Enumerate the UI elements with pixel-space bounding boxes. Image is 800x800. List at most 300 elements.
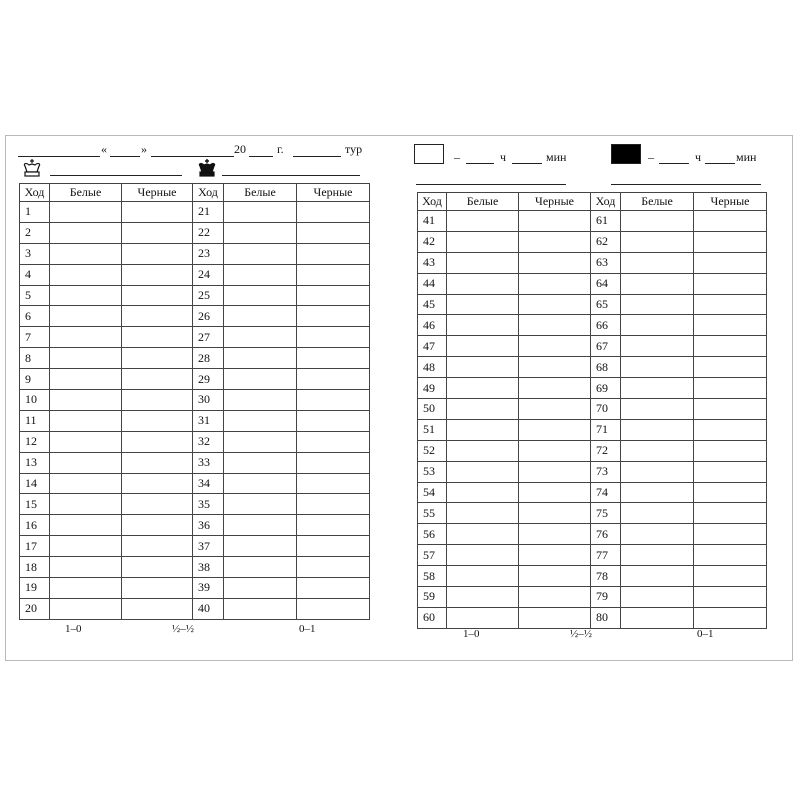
white-move-cell[interactable] <box>50 431 122 452</box>
move-number: 42 <box>418 231 447 252</box>
move-number: 26 <box>193 306 224 327</box>
black-move-cell[interactable] <box>122 306 193 327</box>
black-move-cell[interactable] <box>297 243 370 264</box>
black-move-cell[interactable] <box>694 399 767 420</box>
move-number: 32 <box>193 431 224 452</box>
black-move-cell[interactable] <box>519 273 591 294</box>
black-move-cell[interactable] <box>297 348 370 369</box>
white-move-cell[interactable] <box>621 545 694 566</box>
move-number: 48 <box>418 357 447 378</box>
move-number: 53 <box>418 461 447 482</box>
date-day-line[interactable] <box>18 156 100 157</box>
move-number: 7 <box>20 327 50 348</box>
white-move-cell[interactable] <box>447 294 519 315</box>
black-move-cell[interactable] <box>122 327 193 348</box>
result-black-win[interactable]: 0–1 <box>697 628 714 640</box>
move-row <box>418 273 767 294</box>
black-move-cell[interactable] <box>297 473 370 494</box>
black-move-cell[interactable] <box>297 264 370 285</box>
white-move-cell[interactable] <box>447 273 519 294</box>
white-move-cell[interactable] <box>621 399 694 420</box>
white-move-cell[interactable] <box>50 306 122 327</box>
move-row <box>418 211 767 232</box>
move-row <box>20 222 370 243</box>
black-move-cell[interactable] <box>122 578 193 599</box>
move-row <box>418 545 767 566</box>
white-move-cell[interactable] <box>447 378 519 399</box>
white-header: Белые <box>447 193 519 211</box>
move-number: 24 <box>193 264 224 285</box>
white-minutes-label: мин <box>546 150 567 164</box>
white-clock-box <box>414 144 444 164</box>
black-move-cell[interactable] <box>519 252 591 273</box>
move-row <box>418 461 767 482</box>
white-hours-line[interactable] <box>466 163 494 164</box>
black-move-cell[interactable] <box>122 285 193 306</box>
black-move-cell[interactable] <box>297 598 370 619</box>
move-number: 29 <box>193 369 224 390</box>
white-move-cell[interactable] <box>447 399 519 420</box>
white-move-cell[interactable] <box>224 515 297 536</box>
white-move-cell[interactable] <box>621 461 694 482</box>
white-move-cell[interactable] <box>447 545 519 566</box>
white-player-line[interactable] <box>50 175 182 176</box>
white-move-cell[interactable] <box>447 419 519 440</box>
move-number: 77 <box>591 545 621 566</box>
black-move-cell[interactable] <box>519 211 591 232</box>
move-number: 18 <box>20 557 50 578</box>
black-hours-label: ч <box>695 150 702 164</box>
white-move-cell[interactable] <box>224 202 297 223</box>
black-move-cell[interactable] <box>519 440 591 461</box>
white-move-cell[interactable] <box>621 231 694 252</box>
move-number: 68 <box>591 357 621 378</box>
black-move-cell[interactable] <box>122 410 193 431</box>
black-move-cell[interactable] <box>519 419 591 440</box>
move-number: 41 <box>418 211 447 232</box>
white-move-cell[interactable] <box>224 536 297 557</box>
black-move-cell[interactable] <box>519 336 591 357</box>
black-move-cell[interactable] <box>297 431 370 452</box>
black-move-cell[interactable] <box>694 419 767 440</box>
black-move-cell[interactable] <box>519 461 591 482</box>
move-number: 27 <box>193 327 224 348</box>
black-move-cell[interactable] <box>122 598 193 619</box>
black-move-cell[interactable] <box>519 231 591 252</box>
move-number: 49 <box>418 378 447 399</box>
move-number: 69 <box>591 378 621 399</box>
date-year-line[interactable] <box>249 156 273 157</box>
black-move-cell[interactable] <box>694 587 767 608</box>
white-header: Белые <box>224 184 297 202</box>
result-black-win[interactable]: 0–1 <box>299 623 316 635</box>
white-move-cell[interactable] <box>50 202 122 223</box>
white-move-cell[interactable] <box>224 557 297 578</box>
white-move-cell[interactable] <box>447 587 519 608</box>
move-number: 20 <box>20 598 50 619</box>
white-move-cell[interactable] <box>50 390 122 411</box>
white-move-cell[interactable] <box>50 243 122 264</box>
black-move-cell[interactable] <box>122 222 193 243</box>
white-move-cell[interactable] <box>621 357 694 378</box>
black-move-cell[interactable] <box>297 285 370 306</box>
black-move-cell[interactable] <box>519 566 591 587</box>
move-number: 38 <box>193 557 224 578</box>
white-move-cell[interactable] <box>447 357 519 378</box>
move-row <box>418 587 767 608</box>
black-move-cell[interactable] <box>694 440 767 461</box>
black-move-cell[interactable] <box>519 294 591 315</box>
move-number: 31 <box>193 410 224 431</box>
black-move-cell[interactable] <box>297 202 370 223</box>
move-number: 9 <box>20 369 50 390</box>
quote-open: « <box>101 142 107 156</box>
white-move-cell[interactable] <box>224 473 297 494</box>
move-number: 5 <box>20 285 50 306</box>
move-row <box>418 524 767 545</box>
move-row <box>418 231 767 252</box>
move-number: 62 <box>591 231 621 252</box>
black-move-cell[interactable] <box>519 315 591 336</box>
move-number: 45 <box>418 294 447 315</box>
white-move-cell[interactable] <box>447 211 519 232</box>
move-number: 19 <box>20 578 50 599</box>
move-number: 33 <box>193 452 224 473</box>
white-move-cell[interactable] <box>447 607 519 628</box>
move-number: 22 <box>193 222 224 243</box>
black-move-cell[interactable] <box>519 503 591 524</box>
black-move-cell[interactable] <box>694 482 767 503</box>
move-number: 55 <box>418 503 447 524</box>
move-number: 72 <box>591 440 621 461</box>
white-move-cell[interactable] <box>447 440 519 461</box>
black-move-cell[interactable] <box>519 378 591 399</box>
black-move-cell[interactable] <box>122 264 193 285</box>
black-move-cell[interactable] <box>297 536 370 557</box>
move-number: 52 <box>418 440 447 461</box>
round-label: тур <box>345 142 363 156</box>
move-number: 46 <box>418 315 447 336</box>
move-number: 51 <box>418 419 447 440</box>
black-move-cell[interactable] <box>519 524 591 545</box>
move-number: 13 <box>20 452 50 473</box>
black-move-cell[interactable] <box>122 473 193 494</box>
white-move-cell[interactable] <box>447 231 519 252</box>
white-move-cell[interactable] <box>621 524 694 545</box>
black-move-cell[interactable] <box>122 390 193 411</box>
black-king-icon <box>196 158 218 178</box>
move-row <box>20 452 370 473</box>
black-move-cell[interactable] <box>297 578 370 599</box>
white-move-cell[interactable] <box>224 452 297 473</box>
white-move-cell[interactable] <box>224 598 297 619</box>
black-move-cell[interactable] <box>297 515 370 536</box>
black-player-line[interactable] <box>222 175 360 176</box>
black-move-cell[interactable] <box>519 587 591 608</box>
white-move-cell[interactable] <box>621 566 694 587</box>
move-row <box>20 348 370 369</box>
black-move-cell[interactable] <box>122 369 193 390</box>
move-number: 3 <box>20 243 50 264</box>
move-number: 30 <box>193 390 224 411</box>
move-number: 60 <box>418 607 447 628</box>
move-row <box>20 369 370 390</box>
move-number: 34 <box>193 473 224 494</box>
move-number: 12 <box>20 431 50 452</box>
white-move-cell[interactable] <box>50 285 122 306</box>
move-number: 25 <box>193 285 224 306</box>
white-move-cell[interactable] <box>224 494 297 515</box>
result-white-win[interactable]: 1–0 <box>463 628 480 640</box>
move-row <box>20 536 370 557</box>
move-row <box>418 482 767 503</box>
result-draw[interactable]: ½–½ <box>172 623 194 635</box>
white-move-cell[interactable] <box>447 336 519 357</box>
black-move-cell[interactable] <box>694 315 767 336</box>
white-move-cell[interactable] <box>224 578 297 599</box>
move-number: 63 <box>591 252 621 273</box>
move-row <box>20 202 370 223</box>
move-number: 8 <box>20 348 50 369</box>
white-move-cell[interactable] <box>224 431 297 452</box>
black-move-cell[interactable] <box>694 357 767 378</box>
year-prefix: 20 <box>234 142 246 156</box>
white-move-cell[interactable] <box>50 494 122 515</box>
black-move-cell[interactable] <box>297 306 370 327</box>
black-move-cell[interactable] <box>694 461 767 482</box>
white-move-cell[interactable] <box>50 452 122 473</box>
move-number: 16 <box>20 515 50 536</box>
black-move-cell[interactable] <box>694 336 767 357</box>
move-row <box>20 243 370 264</box>
scoresheet-table-moves-1-40 <box>19 183 370 620</box>
white-move-cell[interactable] <box>621 378 694 399</box>
black-move-cell[interactable] <box>122 348 193 369</box>
result-white-win[interactable]: 1–0 <box>65 623 82 635</box>
black-move-cell[interactable] <box>694 378 767 399</box>
move-row <box>418 419 767 440</box>
white-move-cell[interactable] <box>447 461 519 482</box>
white-move-cell[interactable] <box>50 410 122 431</box>
move-number: 36 <box>193 515 224 536</box>
black-move-cell[interactable] <box>694 294 767 315</box>
move-row <box>20 494 370 515</box>
move-row <box>418 607 767 628</box>
white-move-cell[interactable] <box>224 306 297 327</box>
move-number: 1 <box>20 202 50 223</box>
date-number-line[interactable] <box>110 156 140 157</box>
date-month-line[interactable] <box>151 156 234 157</box>
move-number: 15 <box>20 494 50 515</box>
move-number: 75 <box>591 503 621 524</box>
move-number: 40 <box>193 598 224 619</box>
move-number: 57 <box>418 545 447 566</box>
move-number: 56 <box>418 524 447 545</box>
white-move-cell[interactable] <box>224 243 297 264</box>
black-move-cell[interactable] <box>694 273 767 294</box>
white-move-cell[interactable] <box>447 252 519 273</box>
white-move-cell[interactable] <box>50 473 122 494</box>
white-move-cell[interactable] <box>50 598 122 619</box>
move-row <box>418 503 767 524</box>
black-move-cell[interactable] <box>694 231 767 252</box>
black-move-cell[interactable] <box>122 243 193 264</box>
move-number: 37 <box>193 536 224 557</box>
move-row <box>20 598 370 619</box>
black-signature-line[interactable] <box>611 184 761 185</box>
move-number: 76 <box>591 524 621 545</box>
white-move-cell[interactable] <box>224 285 297 306</box>
move-row <box>418 378 767 399</box>
white-signature-line[interactable] <box>416 184 566 185</box>
black-move-cell[interactable] <box>297 452 370 473</box>
black-move-cell[interactable] <box>297 390 370 411</box>
quote-close: » <box>141 142 147 156</box>
black-minutes-line[interactable] <box>705 163 735 164</box>
black-move-cell[interactable] <box>122 494 193 515</box>
white-move-cell[interactable] <box>621 482 694 503</box>
black-move-cell[interactable] <box>122 431 193 452</box>
round-line[interactable] <box>293 156 341 157</box>
black-minutes-label: мин <box>736 150 757 164</box>
black-move-cell[interactable] <box>519 545 591 566</box>
move-row <box>418 399 767 420</box>
black-move-cell[interactable] <box>519 607 591 628</box>
black-header: Черные <box>694 193 767 211</box>
table-header-row <box>20 184 370 202</box>
black-header: Черные <box>519 193 591 211</box>
black-move-cell[interactable] <box>519 482 591 503</box>
white-dash: – <box>454 150 460 164</box>
move-number: 23 <box>193 243 224 264</box>
white-move-cell[interactable] <box>621 607 694 628</box>
move-row <box>20 557 370 578</box>
move-row <box>20 410 370 431</box>
move-number: 6 <box>20 306 50 327</box>
black-move-cell[interactable] <box>519 357 591 378</box>
black-move-cell[interactable] <box>297 369 370 390</box>
white-move-cell[interactable] <box>447 524 519 545</box>
move-header: Ход <box>418 193 447 211</box>
white-move-cell[interactable] <box>224 390 297 411</box>
white-move-cell[interactable] <box>447 315 519 336</box>
move-number: 43 <box>418 252 447 273</box>
move-number: 66 <box>591 315 621 336</box>
black-move-cell[interactable] <box>694 252 767 273</box>
move-number: 28 <box>193 348 224 369</box>
white-move-cell[interactable] <box>50 515 122 536</box>
white-move-cell[interactable] <box>621 503 694 524</box>
scoresheet-table-moves-41-80 <box>417 192 767 629</box>
black-move-cell[interactable] <box>122 452 193 473</box>
white-move-cell[interactable] <box>224 264 297 285</box>
black-move-cell[interactable] <box>297 410 370 431</box>
white-move-cell[interactable] <box>621 211 694 232</box>
move-header: Ход <box>20 184 50 202</box>
move-number: 74 <box>591 482 621 503</box>
black-move-cell[interactable] <box>122 536 193 557</box>
white-move-cell[interactable] <box>50 536 122 557</box>
move-number: 17 <box>20 536 50 557</box>
black-move-cell[interactable] <box>297 327 370 348</box>
white-header: Белые <box>621 193 694 211</box>
move-number: 67 <box>591 336 621 357</box>
white-minutes-line[interactable] <box>512 163 542 164</box>
black-move-cell[interactable] <box>519 399 591 420</box>
move-row <box>418 566 767 587</box>
white-move-cell[interactable] <box>621 294 694 315</box>
black-move-cell[interactable] <box>122 202 193 223</box>
white-move-cell[interactable] <box>621 419 694 440</box>
white-move-cell[interactable] <box>50 557 122 578</box>
move-row <box>418 252 767 273</box>
white-move-cell[interactable] <box>50 369 122 390</box>
black-hours-line[interactable] <box>659 163 689 164</box>
white-move-cell[interactable] <box>224 369 297 390</box>
move-number: 80 <box>591 607 621 628</box>
move-number: 54 <box>418 482 447 503</box>
white-move-cell[interactable] <box>621 336 694 357</box>
move-number: 10 <box>20 390 50 411</box>
white-move-cell[interactable] <box>621 273 694 294</box>
move-row <box>418 440 767 461</box>
white-move-cell[interactable] <box>447 566 519 587</box>
white-move-cell[interactable] <box>224 222 297 243</box>
white-move-cell[interactable] <box>50 327 122 348</box>
move-number: 65 <box>591 294 621 315</box>
scoresheet-spread <box>5 135 793 661</box>
black-move-cell[interactable] <box>694 545 767 566</box>
move-number: 44 <box>418 273 447 294</box>
move-header: Ход <box>591 193 621 211</box>
white-move-cell[interactable] <box>50 222 122 243</box>
black-move-cell[interactable] <box>694 503 767 524</box>
white-move-cell[interactable] <box>224 348 297 369</box>
black-move-cell[interactable] <box>122 557 193 578</box>
white-move-cell[interactable] <box>50 264 122 285</box>
white-move-cell[interactable] <box>621 587 694 608</box>
white-move-cell[interactable] <box>621 315 694 336</box>
move-row <box>20 390 370 411</box>
move-number: 78 <box>591 566 621 587</box>
black-move-cell[interactable] <box>694 607 767 628</box>
move-number: 50 <box>418 399 447 420</box>
white-move-cell[interactable] <box>447 503 519 524</box>
white-move-cell[interactable] <box>224 410 297 431</box>
black-move-cell[interactable] <box>297 222 370 243</box>
white-move-cell[interactable] <box>50 578 122 599</box>
white-move-cell[interactable] <box>224 327 297 348</box>
move-number: 70 <box>591 399 621 420</box>
black-move-cell[interactable] <box>694 211 767 232</box>
white-move-cell[interactable] <box>50 348 122 369</box>
result-draw[interactable]: ½–½ <box>570 628 592 640</box>
move-number: 47 <box>418 336 447 357</box>
move-row <box>20 515 370 536</box>
white-move-cell[interactable] <box>621 440 694 461</box>
move-number: 61 <box>591 211 621 232</box>
black-move-cell[interactable] <box>122 515 193 536</box>
black-move-cell[interactable] <box>694 524 767 545</box>
black-move-cell[interactable] <box>297 557 370 578</box>
white-move-cell[interactable] <box>447 482 519 503</box>
move-number: 64 <box>591 273 621 294</box>
black-clock-box <box>611 144 641 164</box>
black-header: Черные <box>122 184 193 202</box>
white-move-cell[interactable] <box>621 252 694 273</box>
black-move-cell[interactable] <box>694 566 767 587</box>
black-move-cell[interactable] <box>297 494 370 515</box>
